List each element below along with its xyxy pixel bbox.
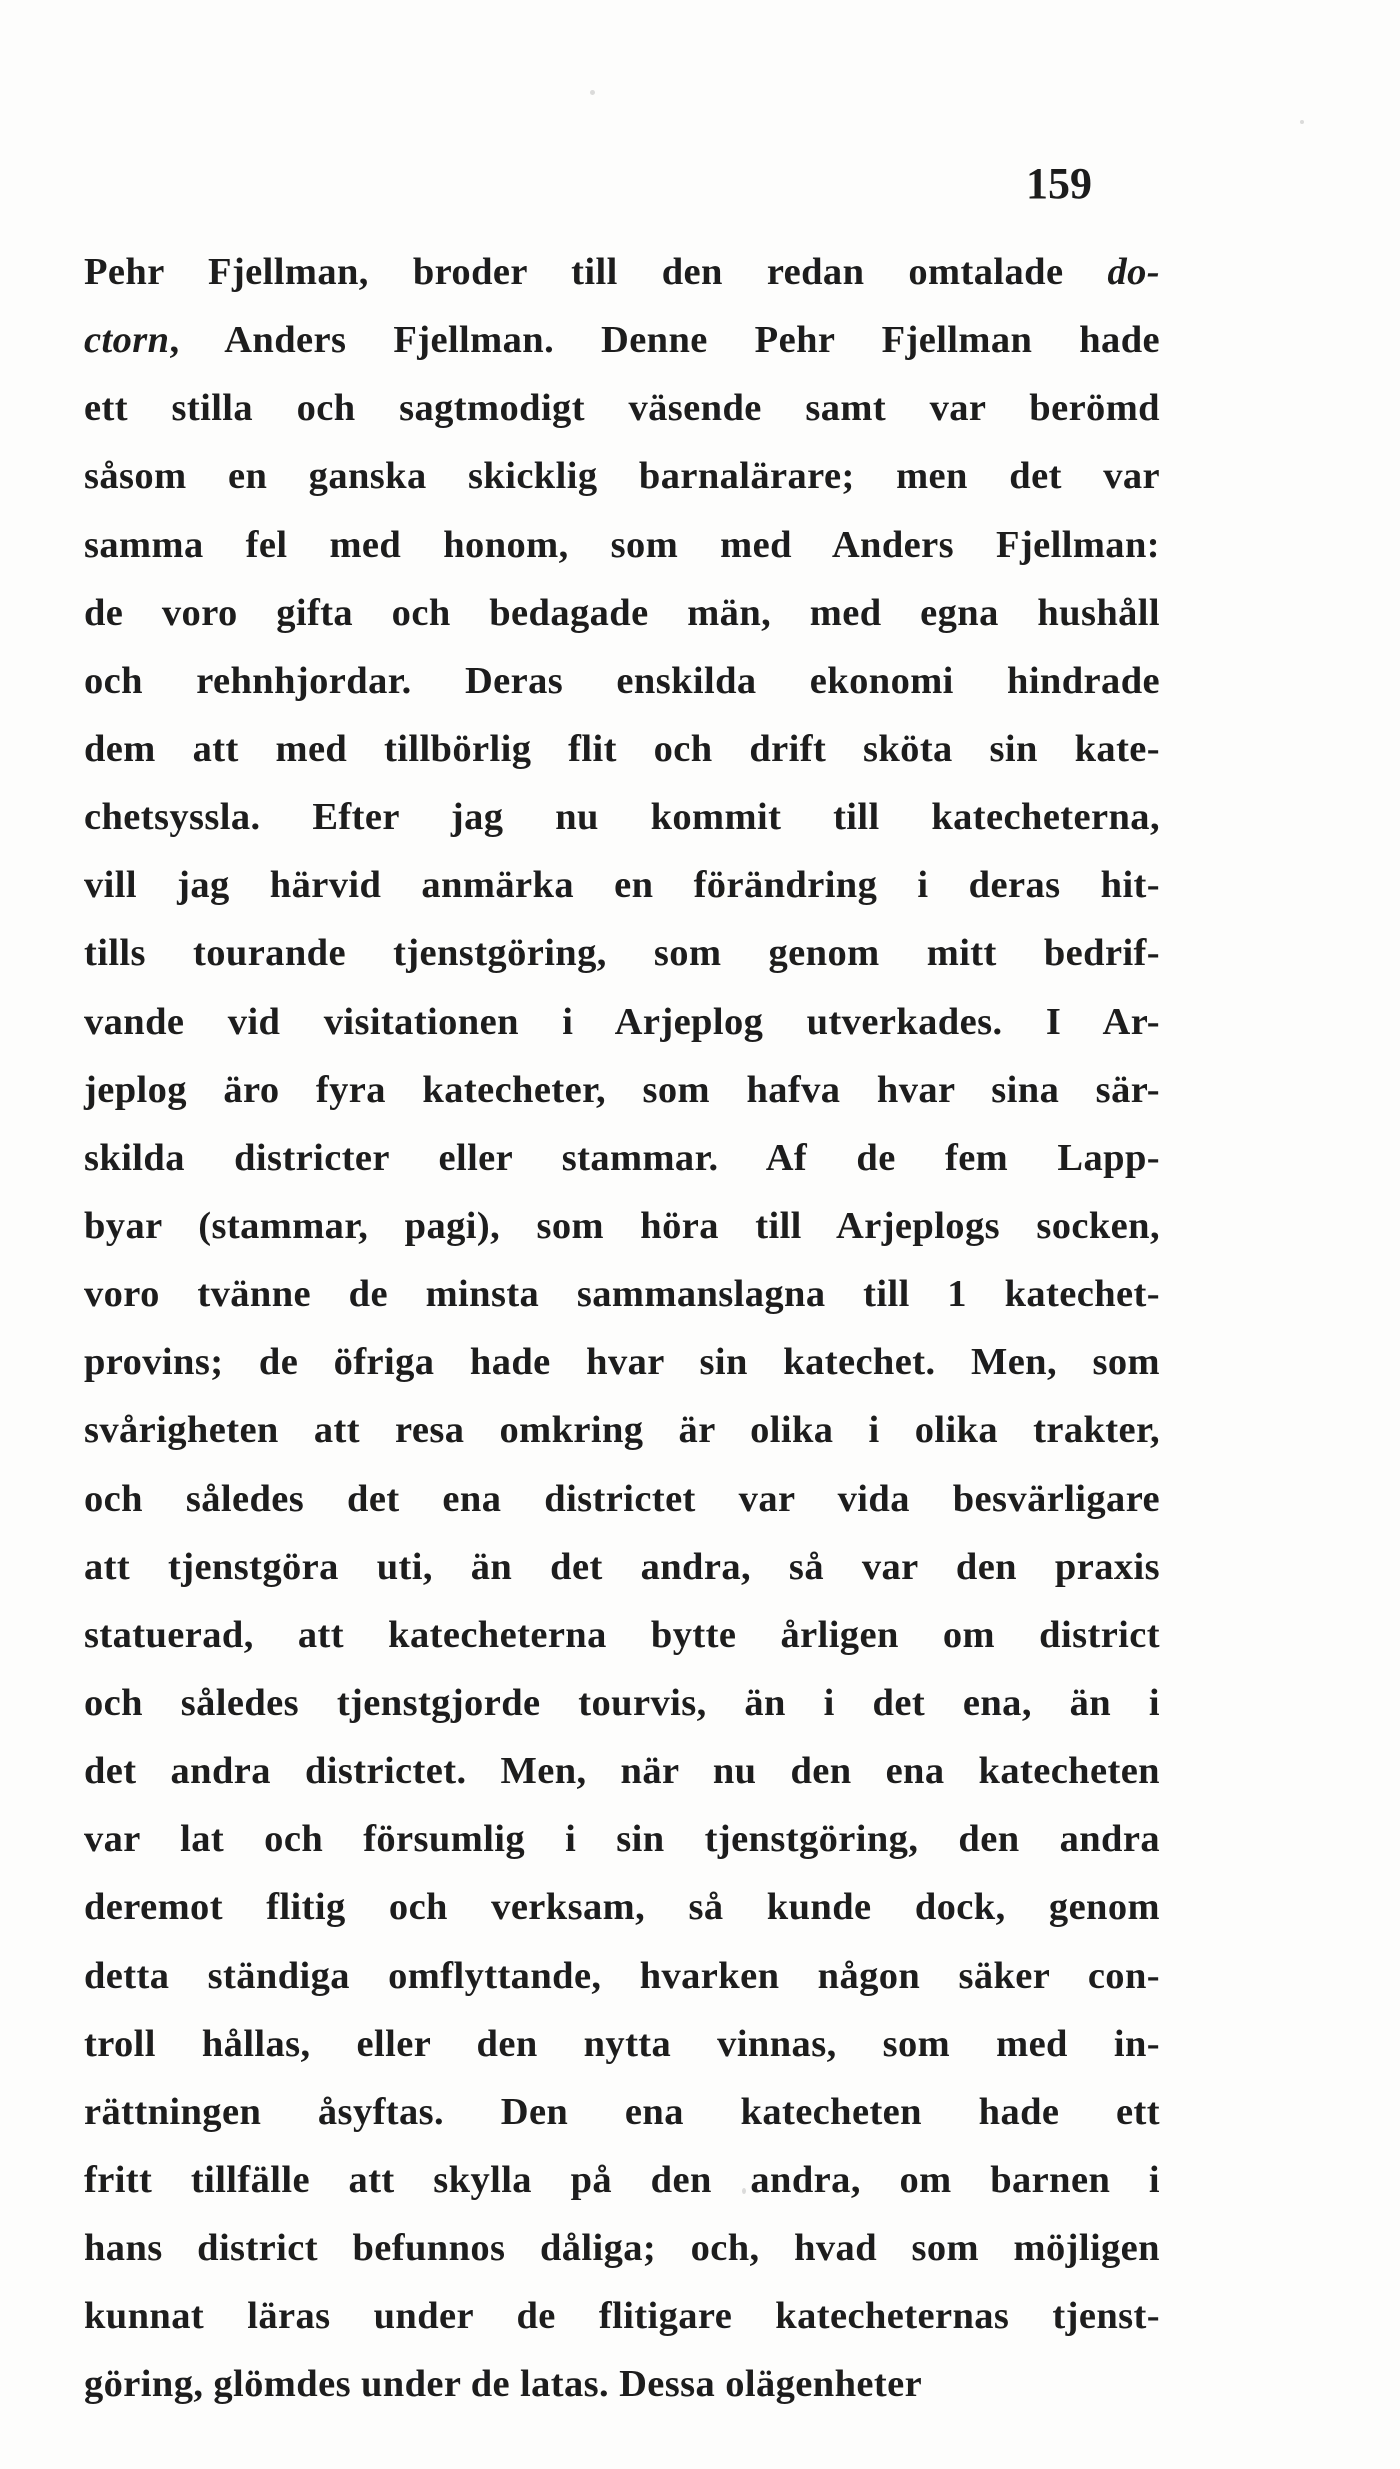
text-segment: deremot flitig och verksam, så kunde dock, genom (84, 1886, 1160, 1929)
text-line (84, 306, 1160, 374)
print-speck (1300, 120, 1304, 124)
text-segment: , Anders Fjellman. Denne Pehr Fjellman hade (169, 319, 1160, 362)
text-segment: chetsyssla. Efter jag nu kommit till katecheterna, (84, 796, 1160, 839)
text-line (84, 851, 1160, 919)
text-line (84, 1805, 1160, 1873)
text-line (84, 1124, 1160, 1192)
text-segment: vande vid visitationen i Arjeplog utverkades. I Ar- (84, 1000, 1160, 1043)
text-line (84, 2214, 1160, 2282)
text-segment: voro tvänne de minsta sammanslagna till 1 katechet- (84, 1273, 1160, 1316)
text-segment: ett stilla och sagtmodigt väsende samt var berömd (84, 387, 1160, 430)
text-segment: byar (stammar, pagi), som höra till Arjeplogs socken, (84, 1204, 1160, 1247)
text-segment: fritt tillfälle att skylla på den andra, om barnen i (84, 2158, 1160, 2201)
text-segment: de voro gifta och bedagade män, med egna hushåll (84, 591, 1160, 634)
italic-text: do- (1107, 251, 1160, 293)
text-segment: hans district befunnos dåliga; och, hvad som möjligen (84, 2227, 1160, 2270)
text-segment: att tjenstgöra uti, än det andra, så var den praxis (84, 1545, 1160, 1588)
text-line (84, 1396, 1160, 1464)
text-segment: det andra districtet. Men, när nu den ena katecheten (84, 1750, 1160, 1793)
text-segment: jeplog äro fyra katecheter, som hafva hvar sina sär- (84, 1068, 1160, 1111)
text-line (84, 1533, 1160, 1601)
italic-text: ctorn (84, 319, 170, 362)
text-line (84, 2350, 1160, 2418)
text-line (84, 919, 1160, 987)
text-line (84, 579, 1160, 647)
text-segment: statuerad, att katecheterna bytte årligen om district (84, 1613, 1160, 1656)
text-segment: kunnat läras under de flitigare katecheternas tjenst- (84, 2295, 1160, 2338)
text-segment: samma fel med honom, som med Anders Fjellman: (84, 523, 1160, 566)
text-line (84, 1260, 1160, 1328)
text-line (84, 1601, 1160, 1669)
text-line (84, 783, 1160, 851)
text-segment: och således tjenstgjorde tourvis, än i det ena, än i (84, 1681, 1160, 1724)
text-segment: svårigheten att resa omkring är olika i olika trakter, (84, 1409, 1160, 1452)
text-segment: troll hållas, eller den nytta vinnas, som med in- (84, 2022, 1160, 2065)
text-segment: dem att med tillbörlig flit och drift sköta sin kate- (84, 727, 1160, 770)
text-segment: och rehnhjordar. Deras enskilda ekonomi hindrade (84, 659, 1160, 702)
text-segment: var lat och försumlig i sin tjenstgöring, den andra (84, 1818, 1160, 1861)
text-line (84, 1328, 1160, 1396)
text-segment: vill jag härvid anmärka en förändring i deras hit- (84, 864, 1160, 907)
text-line (84, 374, 1160, 442)
text-segment: såsom en ganska skicklig barnalärare; men det var (84, 455, 1160, 498)
text-segment: provins; de öfriga hade hvar sin katechet. Men, som (84, 1341, 1160, 1384)
text-segment: rättningen åsyftas. Den ena katecheten hade ett (84, 2090, 1160, 2133)
text-line (84, 2146, 1160, 2214)
text-line (84, 1669, 1160, 1737)
text-line (84, 1873, 1160, 1941)
text-line (84, 647, 1160, 715)
text-line (84, 1465, 1160, 1533)
text-segment: skilda districter eller stammar. Af de fem Lapp- (84, 1136, 1160, 1179)
text-segment: göring, glömdes under de latas. Dessa olägenheter (84, 2363, 923, 2406)
print-speck (590, 90, 595, 95)
text-line (84, 1192, 1160, 1260)
text-line (84, 1942, 1160, 2010)
text-line (84, 442, 1160, 510)
text-line (84, 511, 1160, 579)
text-line (84, 2010, 1160, 2078)
text-line (84, 2078, 1160, 2146)
text-line (84, 715, 1160, 783)
page-number: 159 (1026, 159, 1092, 208)
text-segment: Pehr Fjellman, broder till den redan omtalade (84, 251, 1108, 293)
text-segment: och således det ena districtet var vida besvärligare (84, 1477, 1160, 1520)
text-line (84, 238, 1160, 306)
text-line (84, 988, 1160, 1056)
text-line (84, 1056, 1160, 1124)
text-line (84, 2282, 1160, 2350)
text-segment: tills tourande tjenstgöring, som genom mitt bedrif- (84, 932, 1160, 975)
body-text (84, 238, 1160, 2419)
text-line (84, 1737, 1160, 1805)
text-segment: detta ständiga omflyttande, hvarken någon säker con- (84, 1954, 1160, 1997)
